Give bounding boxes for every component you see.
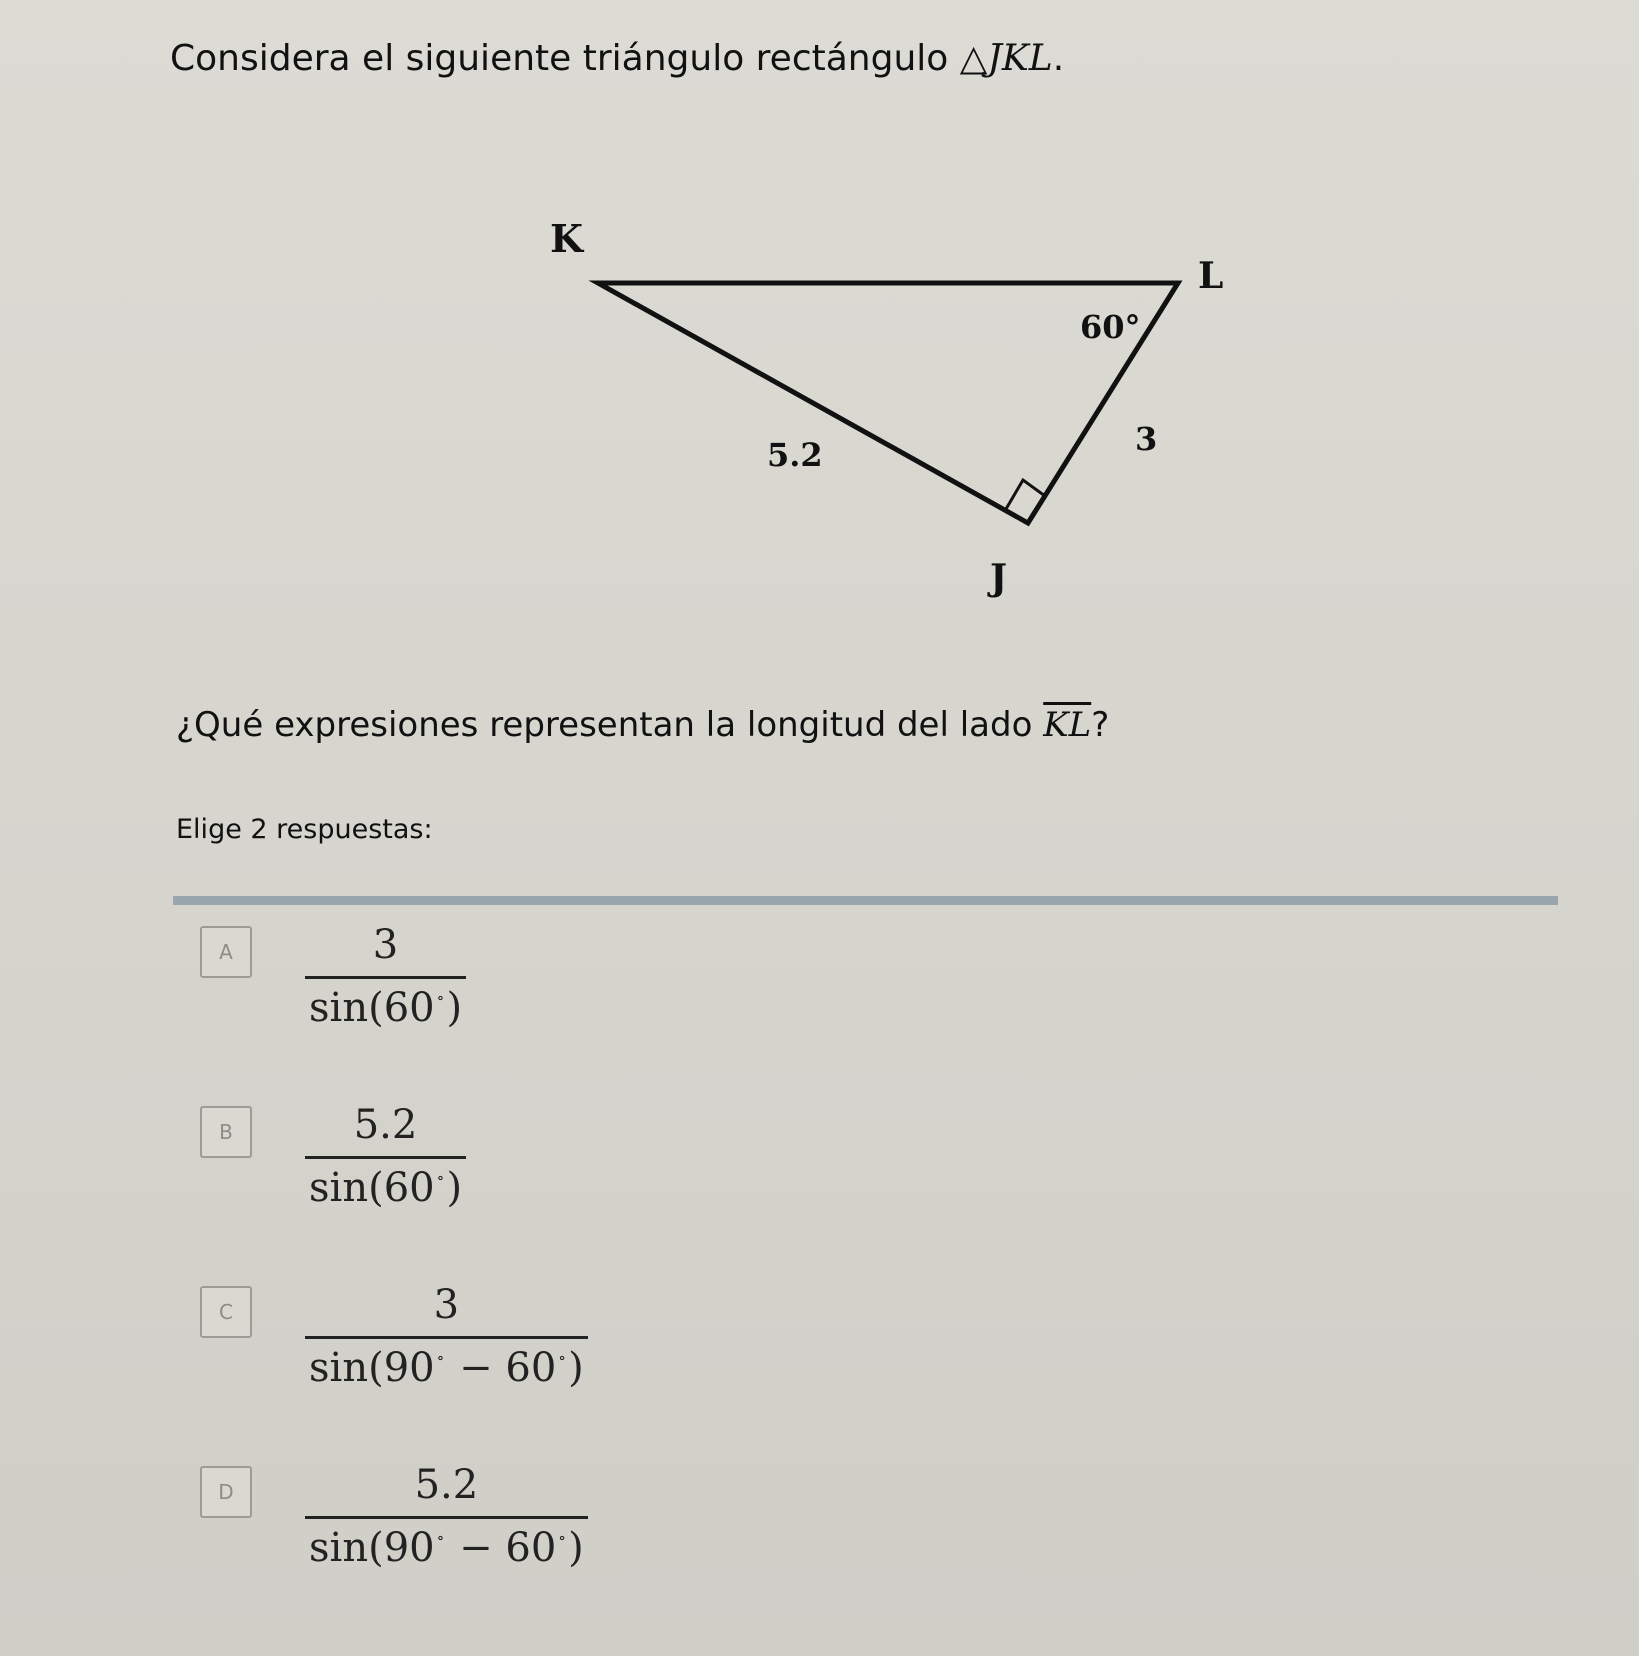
question-prefix: ¿Qué expresiones representan la longitud del lado [176,705,1033,745]
choice-d-denominator: sin(90 ∘ − 60 ∘) [309,1525,584,1571]
instruction-text: Elige 2 respuestas: [176,814,433,845]
side-label-jl: 3 [1135,420,1158,458]
choice-d-expression [305,1462,588,1571]
triangle-symbol: △ [959,38,988,79]
question-text [176,705,1109,745]
choice-a[interactable] [200,922,900,1072]
choice-a-denominator: sin(60 ∘) [309,985,463,1031]
choice-b-denominator: sin(60 ∘) [309,1165,463,1211]
choice-d[interactable] [200,1462,900,1612]
segment-kl: $\overline{KL}$ [1043,705,1092,745]
choice-b[interactable] [200,1102,900,1252]
intro-suffix: . [1052,38,1065,79]
vertex-label-j: J [990,557,1008,599]
choice-b-expression [305,1102,466,1211]
triangle-name [960,38,1053,79]
choice-c-expression [305,1282,588,1391]
choice-a-checkbox[interactable]: A [200,926,252,978]
choice-d-numerator: 5.2 [414,1462,479,1508]
question-suffix: ? [1091,705,1110,745]
choice-c-numerator: 3 [433,1282,460,1328]
vertex-label-l: L [1198,255,1224,297]
angle-label-l: 60° [1080,308,1141,346]
side-label-kj: 5.2 [767,436,823,474]
choice-a-numerator: 3 [372,922,399,968]
intro-text [170,38,1064,79]
triangle-figure [520,215,1240,615]
divider [173,896,1558,905]
choice-b-numerator: 5.2 [353,1102,418,1148]
choice-c-denominator: sin(90 ∘ − 60 ∘) [309,1345,584,1391]
choice-a-expression [305,922,466,1031]
choice-c[interactable] [200,1282,900,1432]
triangle-letters: JKL [987,38,1053,79]
choice-d-checkbox[interactable]: D [200,1466,252,1518]
vertex-label-k: K [550,216,584,261]
choice-c-checkbox[interactable]: C [200,1286,252,1338]
intro-prefix: Considera el siguiente triángulo rectángulo [170,38,949,79]
choice-b-checkbox[interactable]: B [200,1106,252,1158]
